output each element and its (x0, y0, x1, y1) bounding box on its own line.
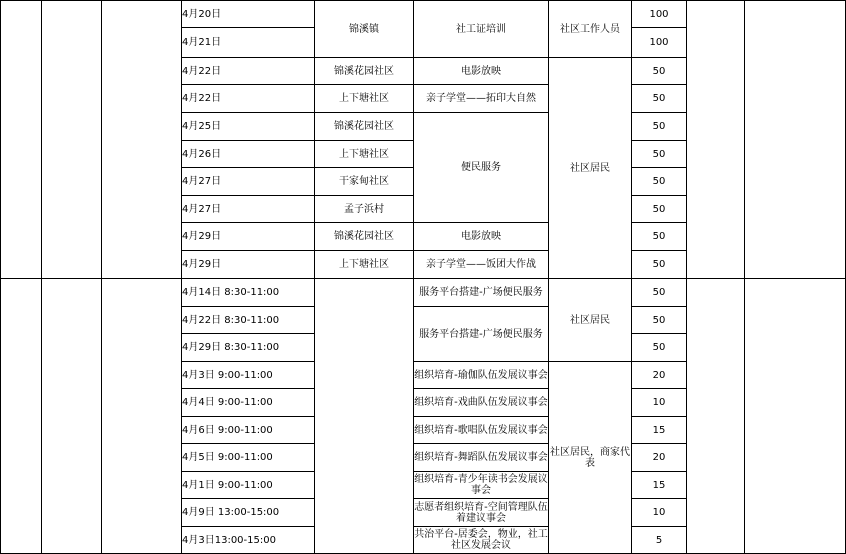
activity-cell: 共治平台-居委会，物业，社工社区发展会议 (414, 527, 549, 554)
count-cell: 100 (632, 1, 687, 28)
count-cell: 50 (632, 279, 687, 307)
count-cell: 10 (632, 499, 687, 527)
date-cell: 4月29日 8:30-11:00 (182, 334, 315, 362)
date-cell: 4月21日 (182, 28, 315, 58)
table-row (1, 1, 846, 28)
audience-cell: 社区工作人员 (549, 1, 632, 58)
location-cell: 干家甸社区 (315, 168, 414, 196)
count-cell: 50 (632, 85, 687, 113)
count-cell: 50 (632, 168, 687, 196)
count-cell: 50 (632, 334, 687, 362)
date-cell: 4月27日 (182, 196, 315, 223)
location-cell: 上下塘社区 (315, 141, 414, 168)
date-cell: 4月29日 (182, 223, 315, 251)
location-cell: 上下塘社区 (315, 251, 414, 279)
count-cell: 50 (632, 223, 687, 251)
category-cell (1, 279, 42, 554)
count-cell: 15 (632, 417, 687, 444)
activity-cell: 电影放映 (414, 58, 549, 85)
date-cell: 4月4日 9:00-11:00 (182, 389, 315, 417)
date-cell: 4月22日 (182, 85, 315, 113)
activity-cell: 亲子学堂——饭团大作战 (414, 251, 549, 279)
activity-cell: 服务平台搭建-广场便民服务 (414, 279, 549, 307)
activity-cell: 组织培育-瑜伽队伍发展议事会 (414, 362, 549, 389)
date-cell: 4月3日 9:00-11:00 (182, 362, 315, 389)
location-cell: 锦溪花园社区 (315, 223, 414, 251)
audience-cell: 社区居民 (549, 279, 632, 362)
date-cell: 4月20日 (182, 1, 315, 28)
date-cell: 4月22日 8:30-11:00 (182, 307, 315, 334)
date-cell: 4月27日 (182, 168, 315, 196)
count-cell: 50 (632, 141, 687, 168)
category-cell (1, 1, 42, 279)
extra-cell (745, 279, 846, 554)
location-cell: 孟子浜村 (315, 196, 414, 223)
table-row (1, 279, 846, 307)
activity-cell: 亲子学堂——拓印大自然 (414, 85, 549, 113)
category-cell (102, 1, 182, 279)
activity-cell: 组织培育-青少年读书会发展议事会 (414, 472, 549, 499)
location-cell: 上下塘社区 (315, 85, 414, 113)
date-cell: 4月1日 9:00-11:00 (182, 472, 315, 499)
date-cell: 4月14日 8:30-11:00 (182, 279, 315, 307)
activity-cell: 服务平台搭建-广场便民服务 (414, 307, 549, 362)
date-cell: 4月22日 (182, 58, 315, 85)
extra-cell (687, 1, 745, 279)
audience-cell: 社区居民 (549, 58, 632, 279)
date-cell: 4月9日 13:00-15:00 (182, 499, 315, 527)
date-cell: 4月6日 9:00-11:00 (182, 417, 315, 444)
extra-cell (745, 1, 846, 279)
location-cell: 锦溪花园社区 (315, 58, 414, 85)
category-cell (102, 279, 182, 554)
count-cell: 100 (632, 28, 687, 58)
count-cell: 5 (632, 527, 687, 554)
count-cell: 50 (632, 113, 687, 141)
activity-cell: 组织培育-歌唱队伍发展议事会 (414, 417, 549, 444)
category-cell (42, 279, 102, 554)
location-cell: 锦溪花园社区 (315, 113, 414, 141)
location-cell (315, 279, 414, 554)
date-cell: 4月29日 (182, 251, 315, 279)
date-cell: 4月5日 9:00-11:00 (182, 444, 315, 472)
count-cell: 50 (632, 307, 687, 334)
count-cell: 50 (632, 58, 687, 85)
extra-cell (687, 279, 745, 554)
count-cell: 15 (632, 472, 687, 499)
activity-cell: 组织培育-戏曲队伍发展议事会 (414, 389, 549, 417)
count-cell: 10 (632, 389, 687, 417)
date-cell: 4月3日13:00-15:00 (182, 527, 315, 554)
count-cell: 20 (632, 444, 687, 472)
date-cell: 4月25日 (182, 113, 315, 141)
location-cell: 锦溪镇 (315, 1, 414, 58)
category-cell (42, 1, 102, 279)
date-cell: 4月26日 (182, 141, 315, 168)
count-cell: 50 (632, 251, 687, 279)
activity-cell: 便民服务 (414, 113, 549, 223)
activity-cell: 组织培育-舞蹈队伍发展议事会 (414, 444, 549, 472)
activity-cell: 志愿者组织培育-空间管理队伍着建议事会 (414, 499, 549, 527)
count-cell: 20 (632, 362, 687, 389)
audience-cell: 社区居民，商家代表 (549, 362, 632, 554)
activity-cell: 社工证培训 (414, 1, 549, 58)
count-cell: 50 (632, 196, 687, 223)
activity-cell: 电影放映 (414, 223, 549, 251)
